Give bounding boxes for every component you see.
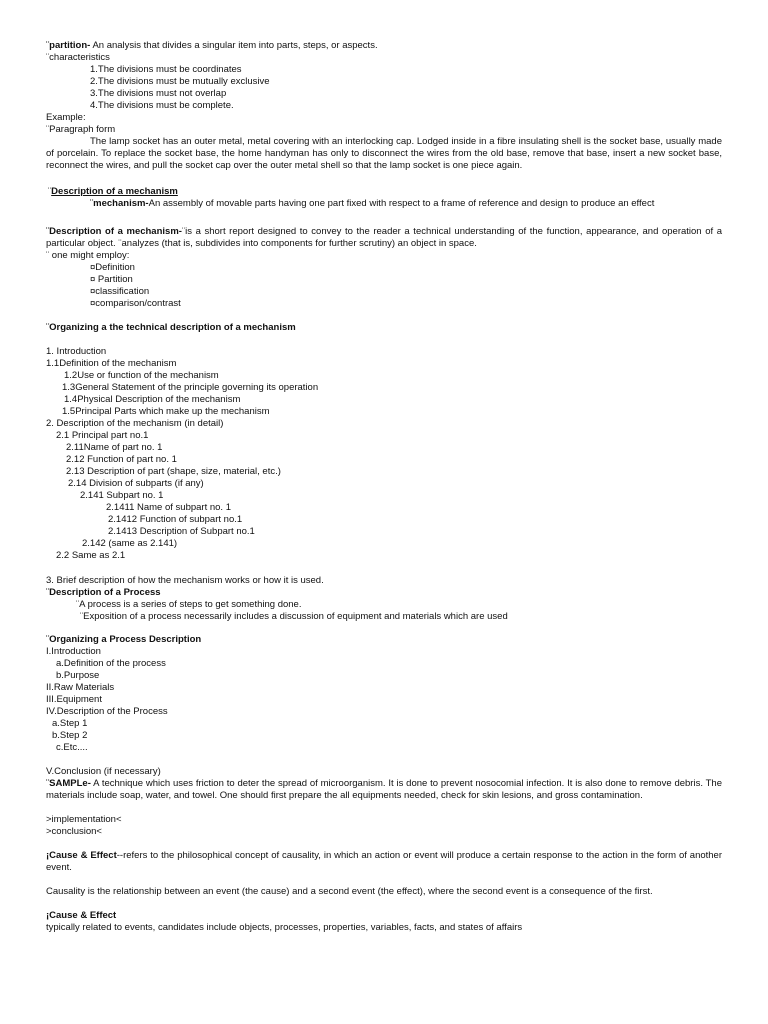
organizing-mechanism-title: ¨Organizing a the technical description of a mechanism (46, 322, 296, 333)
process-exposition: ¨Exposition of a process necessarily includes a discussion of equipment and materials which are used (80, 611, 508, 622)
heading-bullet: ¨ (48, 186, 52, 197)
example-label: Example: (46, 112, 86, 123)
process-outline-item: c.Etc.... (56, 742, 88, 753)
sample-paragraph (46, 778, 722, 802)
conclusion-label: >conclusion< (46, 826, 102, 837)
outline-item: 1.5Principal Parts which make up the mechanism (62, 406, 270, 417)
desc-mechanism-text: ¨is a short report designed to convey to the reader a technical understanding of the function, appearance, and operation of a particular object. ¨analyzes (that is, subdivides into components for further scrutiny) an object in space. (46, 226, 723, 249)
outline-item: 1.1Definition of the mechanism (46, 358, 177, 369)
process-title: ¨Description of a Process (46, 587, 161, 598)
characteristic-item: 1.The divisions must be coordinates (90, 64, 242, 75)
outline-item: 2. Description of the mechanism (in detail) (46, 418, 224, 429)
outline-item: 1. Introduction (46, 346, 107, 357)
outline-item: 3. Brief description of how the mechanism works or how it is used. (46, 575, 324, 586)
desc-mechanism-term: ¨Description of a mechanism- (46, 226, 182, 237)
outline-item: 1.2Use or function of the mechanism (64, 370, 219, 381)
partition-definition (46, 40, 378, 52)
outline-item: 2.1411 Name of subpart no. 1 (106, 502, 231, 513)
cause-effect-paragraph (46, 850, 722, 874)
characteristic-item: 2.The divisions must be mutually exclusive (90, 76, 270, 87)
cause-effect-def: --refers to the philosophical concept of causality, in which an action or event will produce a certain response to the action in the form of another event. (46, 850, 723, 873)
process-outline-item: b.Step 2 (52, 730, 88, 741)
outline-item: 2.14 Division of subparts (if any) (68, 478, 204, 489)
outline-item: 2.13 Description of part (shape, size, material, etc.) (66, 466, 281, 477)
implementation-label: >implementation< (46, 814, 122, 825)
outline-item: 2.12 Function of part no. 1 (66, 454, 177, 465)
outline-item: 2.1 Principal part no.1 (56, 430, 149, 441)
partition-term: ¨partition- (46, 40, 91, 51)
process-outline-item: I.Introduction (46, 646, 101, 657)
characteristic-item: 3.The divisions must not overlap (90, 88, 227, 99)
sample-term: ¨SAMPLe- (46, 778, 91, 789)
employ-item: ¤comparison/contrast (90, 298, 181, 309)
process-outline-item: II.Raw Materials (46, 682, 115, 693)
causality-sentence: Causality is the relationship between an event (the cause) and a second event (the effect), where the second event is a consequence of the first. (46, 886, 653, 897)
process-outline-item: III.Equipment (46, 694, 102, 705)
employ-item: ¤classification (90, 286, 150, 297)
employ-item: ¤ Partition (90, 274, 133, 285)
mechanism-heading-title: Description of a mechanism (51, 186, 178, 197)
process-outline-item: b.Purpose (56, 670, 100, 681)
description-of-mechanism-paragraph (46, 226, 722, 250)
outline-item: 2.142 (same as 2.141) (82, 538, 178, 549)
process-outline-item: IV.Description of the Process (46, 706, 168, 717)
lamp-socket-paragraph: The lamp socket has an outer metal, metal covering with an interlocking cap. Lodged inside in a fibre insulating shell is the socket base, usually made of porcelain. To replace the socket base, the home handyman has only to disconnect the wires from the old base, remove that base, insert a new socket base, reconnect the wires, and pull the socket cap over the outer metal shell so that the lamp socket is one piece again. (46, 136, 722, 171)
outline-item: 2.2 Same as 2.1 (56, 550, 126, 561)
sample-text: A technique which uses friction to deter the spread of microorganism. It is done to prevent nosocomial infection. It is also done to remove debris. The materials include soap, water, and towel. One should first prepare the all equipments needed, check for skin lesions, and gross contamination. (46, 778, 722, 801)
outline-item: 1.4Physical Description of the mechanism (64, 394, 241, 405)
cause-effect-typically: typically related to events, candidates include objects, processes, properties, variables, facts, and states of affairs (46, 922, 523, 933)
paragraph-form-label: ¨Paragraph form (46, 124, 116, 135)
process-outline-item: a.Definition of the process (56, 658, 166, 669)
outline-item: 1.3General Statement of the principle governing its operation (62, 382, 319, 393)
mechanism-def: An assembly of movable parts having one part fixed with respect to a frame of reference and design to produce an effect (148, 198, 655, 209)
cause-effect-term: ¡Cause & Effect (46, 850, 117, 861)
mechanism-heading (48, 186, 178, 198)
mechanism-term: ¨mechanism- (90, 198, 149, 209)
process-outline-item: V.Conclusion (if necessary) (46, 766, 161, 777)
outline-item: 2.141 Subpart no. 1 (80, 490, 164, 501)
outline-item: 2.1412 Function of subpart no.1 (108, 514, 243, 525)
mechanism-definition (90, 198, 654, 210)
employ-item: ¤Definition (90, 262, 135, 273)
characteristic-item: 4.The divisions must be complete. (90, 100, 234, 111)
partition-def: An analysis that divides a singular item into parts, steps, or aspects. (90, 40, 378, 51)
outline-item: 2.11Name of part no. 1 (66, 442, 163, 453)
one-might-employ: ¨ one might employ: (46, 250, 130, 261)
outline-item: 2.1413 Description of Subpart no.1 (108, 526, 255, 537)
characteristics-label: ¨characteristics (46, 52, 110, 63)
cause-effect-heading: ¡Cause & Effect (46, 910, 117, 921)
process-definition: ¨A process is a series of steps to get something done. (76, 599, 302, 610)
process-outline-item: a.Step 1 (52, 718, 88, 729)
organizing-process-title: ¨Organizing a Process Description (46, 634, 202, 645)
